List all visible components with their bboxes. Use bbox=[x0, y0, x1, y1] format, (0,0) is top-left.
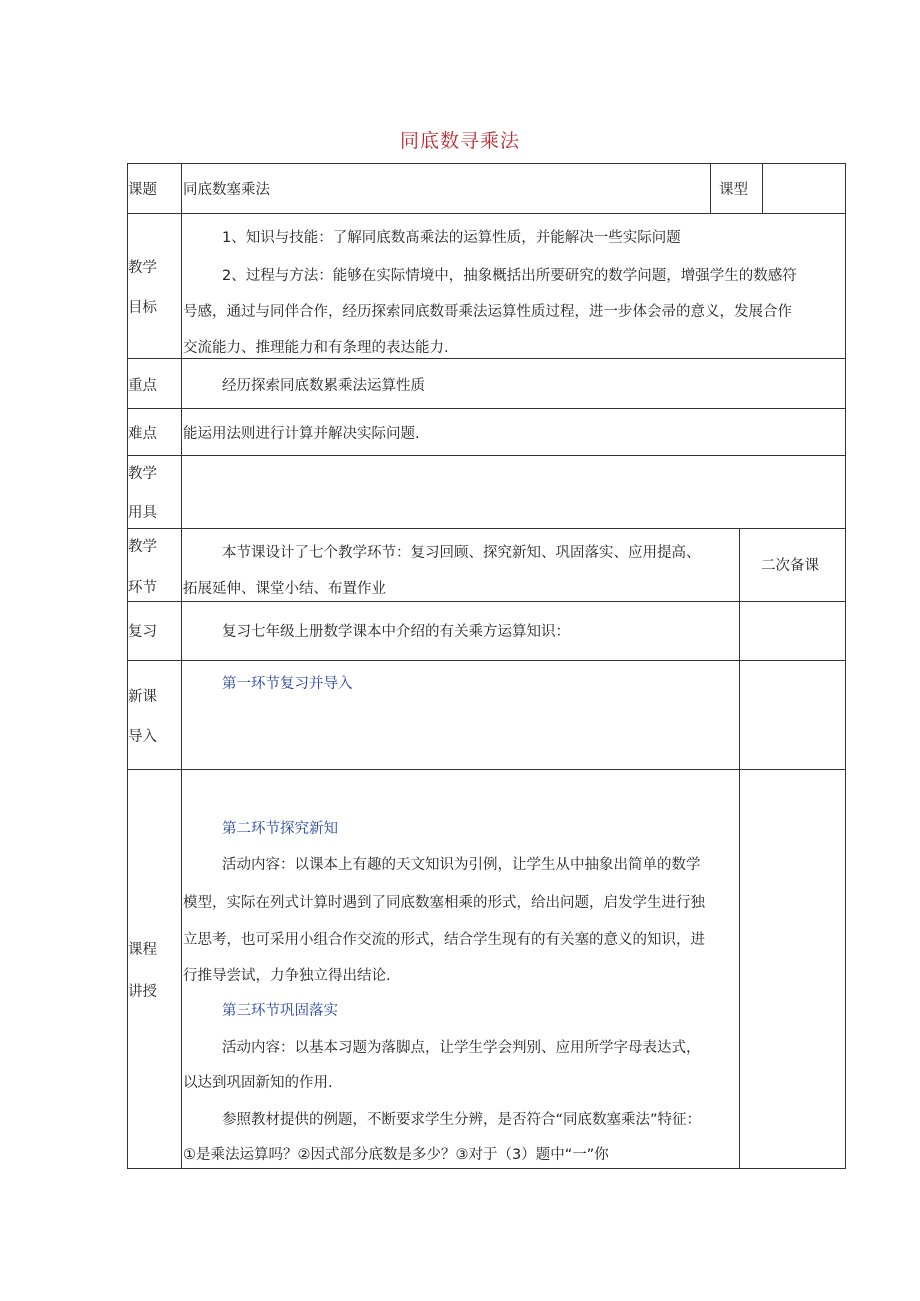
objectives-label-1: 教学 bbox=[128, 260, 157, 276]
objective-line: 交流能力、推理能力和有条理的表达能力. bbox=[183, 340, 449, 356]
activity-line: 以达到巩固新知的作用. bbox=[183, 1075, 333, 1091]
objective-line: 1、知识与技能：了解同底数髙乘法的运算性质，并能解决一些实际问题 bbox=[222, 230, 681, 246]
objective-line: 2、过程与方法：能够在实际情境中，抽象概括出所要研究的数学问题，增强学生的数感符 bbox=[222, 268, 797, 284]
lesson-type-label: 课型 bbox=[719, 182, 748, 198]
objectives-label-2: 目标 bbox=[128, 300, 157, 316]
difficulty-value: 能运用法则进行计算并解决实际问题. bbox=[183, 426, 420, 442]
document-title: 同底数寻乘法 bbox=[399, 130, 520, 152]
activity-line: 立思考，也可采用小组合作交流的形式，结合学生现有的有关塞的意义的知识，进 bbox=[183, 932, 705, 948]
difficulty-label: 难点 bbox=[128, 426, 157, 442]
tools-label-2: 用具 bbox=[128, 505, 157, 521]
activity-line: 行推导尝试，力争独立得出结论. bbox=[183, 968, 391, 984]
activity-line: 模型，实际在列式计算时遇到了同底数塞相乘的形式，给出问题，启发学生进行独 bbox=[183, 895, 705, 911]
paragraph-line: 参照教材提供的例题，不断要求学生分辨，是否符合“同底数塞乘法”特征： bbox=[222, 1112, 702, 1128]
lecture-label-1: 课程 bbox=[128, 942, 157, 958]
objective-line: 号感，通过与同伴合作，经历探索同底数哥乘法运算性质过程，进一步体会帚的意义，发展合作 bbox=[183, 304, 792, 320]
activity-line: 活动内容：以课本上有趣的天文知识为引例，让学生从中抽象出简单的数学 bbox=[222, 857, 701, 873]
activity-line: 活动内容：以基本习题为落脚点，让学生学会判别、应用所学字母表达式， bbox=[222, 1040, 701, 1056]
review-value: 复习七年级上册数学课本中介绍的有关乘方运算知识： bbox=[222, 624, 570, 640]
review-label: 复习 bbox=[128, 624, 157, 640]
intro-label-2: 导入 bbox=[128, 729, 157, 745]
paragraph-line: ①是乘法运算吗？②因式部分底数是多少？③对于（3）题中“一”你 bbox=[183, 1147, 609, 1163]
lecture-label-2: 讲授 bbox=[128, 984, 157, 1000]
tools-label-1: 教学 bbox=[128, 466, 157, 482]
second-prep-note: 二次备课 bbox=[761, 558, 819, 574]
intro-heading: 第一环节复习并导入 bbox=[222, 676, 353, 692]
key-point-label: 重点 bbox=[128, 378, 157, 394]
topic-value: 同底数塞乘法 bbox=[183, 182, 270, 198]
section-heading: 第二环节探究新知 bbox=[222, 821, 338, 837]
steps-label-2: 环节 bbox=[128, 580, 157, 596]
section-heading: 第三环节巩固落实 bbox=[222, 1003, 338, 1019]
steps-label-1: 教学 bbox=[128, 539, 157, 555]
intro-label-1: 新课 bbox=[128, 689, 157, 705]
topic-label: 课题 bbox=[128, 182, 157, 198]
steps-line: 拓展延伸、课堂小结、布置作业 bbox=[183, 581, 386, 597]
key-point-value: 经历探索同底数累乘法运算性质 bbox=[222, 378, 425, 394]
steps-line: 本节课设计了七个教学环节：复习回顾、探究新知、巩固落实、应用提高、 bbox=[222, 545, 701, 561]
